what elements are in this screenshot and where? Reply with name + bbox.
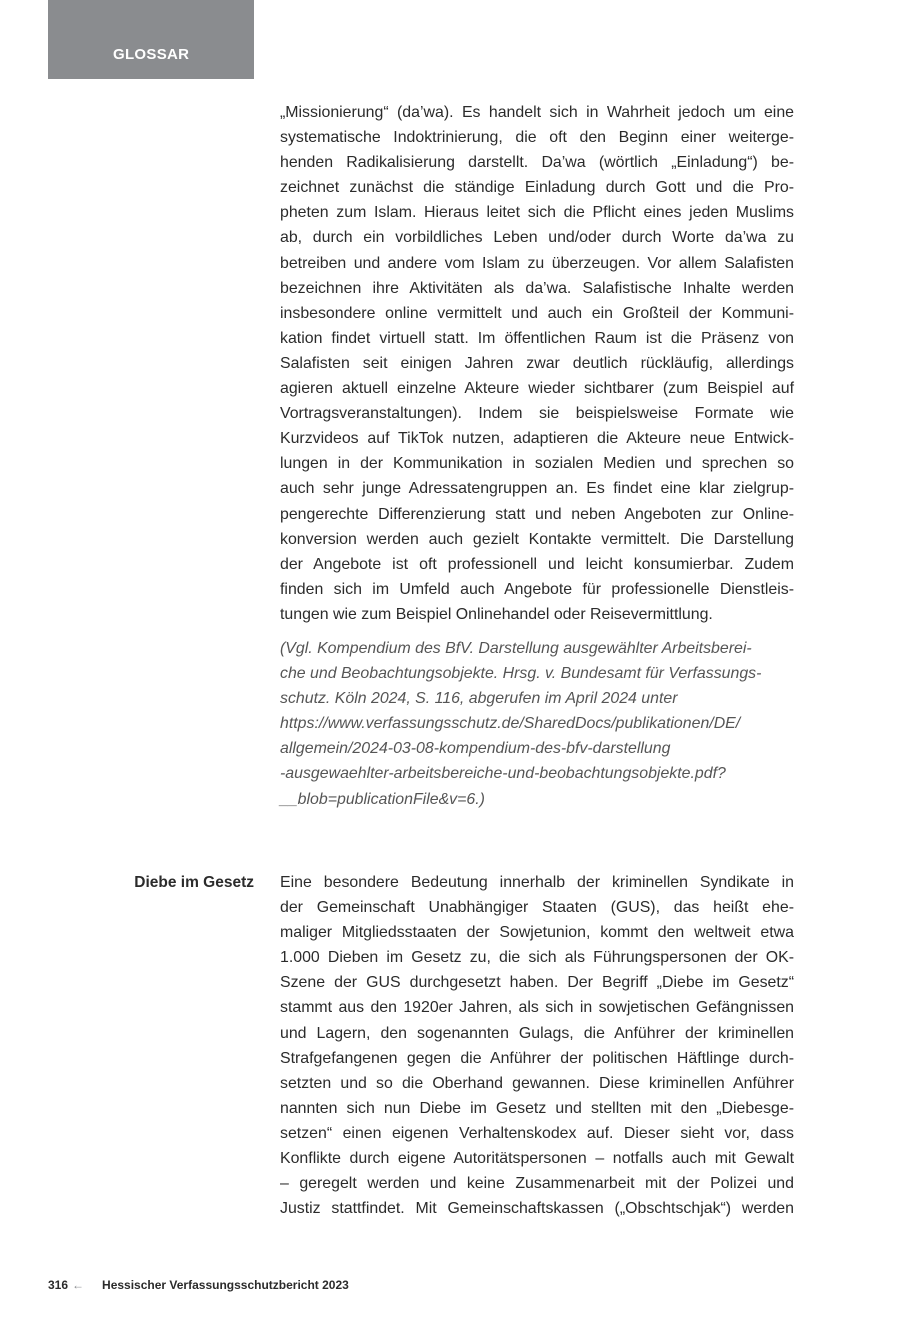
text-line: Kurzvideos auf TikTok nutzen, adaptieren die Akteure neue Entwick- bbox=[280, 430, 794, 448]
text-line: auch sehr junge Adressatengruppen an. Es findet eine klar zielgrup- bbox=[280, 480, 794, 498]
glossary-term-diebe-im-gesetz: Diebe im Gesetz bbox=[134, 874, 254, 891]
text-line: Eine besondere Bedeutung innerhalb der kriminellen Syndikate in bbox=[280, 874, 794, 891]
text-line: henden Radikalisierung darstellt. Da’wa (wörtlich „Einladung“) be- bbox=[280, 154, 794, 172]
text-line: der Gemeinschaft Unabhängiger Staaten (GUS), das heißt ehe- bbox=[280, 899, 794, 917]
text-line: stammt aus den 1920er Jahren, als sich in sowjetischen Gefängnissen bbox=[280, 999, 794, 1017]
citation-link-line[interactable]: https://www.verfassungsschutz.de/SharedDocs/publikationen/DE/ bbox=[280, 715, 741, 733]
citation-link-line[interactable]: -ausgewaehlter-arbeitsbereiche-und-beobachtungsobjekte.pdf? bbox=[280, 765, 726, 783]
page-footer bbox=[48, 1278, 349, 1292]
page-number: 316 bbox=[48, 1278, 69, 1292]
text-line: kation findet virtuell statt. Im öffentlichen Raum ist die Präsenz von bbox=[280, 329, 794, 347]
text-line: Konflikte durch eigene Autoritätspersonen – notfalls auch mit Gewalt bbox=[280, 1150, 794, 1168]
text-line: konversion werden auch gezielt Kontakte vermittelt. Die Darstellung bbox=[280, 530, 794, 548]
citation-line: (Vgl. Kompendium des BfV. Darstellung ausgewählter Arbeitsberei- bbox=[280, 640, 752, 657]
text-line: Vortragsveranstaltungen). Indem sie beispielsweise Formate wie bbox=[280, 405, 794, 423]
section-label: GLOSSAR bbox=[113, 46, 190, 63]
citation-block bbox=[280, 636, 794, 812]
text-line: „Missionierung“ (da’wa). Es handelt sich in Wahrheit jedoch um eine bbox=[280, 104, 794, 121]
text-line: nannten sich nun Diebe im Gesetz und stellten mit den „Diebesge- bbox=[280, 1099, 794, 1117]
text-line: betreiben und andere vom Islam zu überzeugen. Vor allem Salafisten bbox=[280, 254, 794, 272]
text-line: Salafisten seit einigen Jahren zwar deutlich rückläufig, allerdings bbox=[280, 354, 794, 372]
entry-diebe-body bbox=[280, 870, 794, 1221]
text-line: systematische Indoktrinierung, die oft den Beginn einer weiterge- bbox=[280, 129, 794, 147]
text-line: zeichnet zunächst die ständige Einladung durch Gott und die Pro- bbox=[280, 179, 794, 197]
text-line: Szene der GUS durchgesetzt haben. Der Begriff „Diebe im Gesetz“ bbox=[280, 974, 794, 992]
text-line: lungen in der Kommunikation in sozialen Medien und sprechen so bbox=[280, 455, 794, 473]
entry-dawa-body bbox=[280, 100, 794, 627]
text-line: finden sich im Umfeld auch Angebote für professionelle Dienstleis- bbox=[280, 580, 794, 598]
section-header-tab bbox=[48, 0, 254, 79]
citation-line: schutz. Köln 2024, S. 116, abgerufen im April 2024 unter bbox=[280, 690, 678, 708]
citation-link-line[interactable]: __blob=publicationFile&v=6.) bbox=[280, 790, 485, 808]
text-line: und Lagern, den sogenannten Gulags, die Anführer der kriminellen bbox=[280, 1024, 794, 1042]
citation-line: che und Beobachtungsobjekte. Hrsg. v. Bundesamt für Verfassungs- bbox=[280, 665, 762, 683]
text-line: tungen wie zum Beispiel Onlinehandel oder Reisevermittlung. bbox=[280, 605, 713, 623]
text-line: Justiz stattfindet. Mit Gemeinschaftskassen („Obschtschjak“) werden bbox=[280, 1200, 794, 1218]
text-line: maliger Mitgliedsstaaten der Sowjetunion, kommt den weltweit etwa bbox=[280, 924, 794, 942]
text-line: insbesondere online vermittelt und auch ein Großteil der Kommuni- bbox=[280, 304, 794, 322]
text-line: Strafgefangenen gegen die Anführer der politischen Häftlinge durch- bbox=[280, 1049, 794, 1067]
text-line: ab, durch ein vorbildliches Leben und/oder durch Worte da’wa zu bbox=[280, 229, 794, 247]
text-line: pengerechte Differenzierung statt und neben Angeboten zur Online- bbox=[280, 505, 794, 523]
text-line: setzen“ einen eigenen Verhaltenskodex auf. Dieser sieht vor, dass bbox=[280, 1124, 794, 1142]
text-line: – geregelt werden und keine Zusammenarbeit mit der Polizei und bbox=[280, 1175, 794, 1193]
text-line: agieren aktuell einzelne Akteure wieder sichtbarer (zum Beispiel auf bbox=[280, 380, 794, 398]
text-line: 1.000 Dieben im Gesetz zu, die sich als Führungspersonen der OK- bbox=[280, 949, 794, 967]
text-line: bezeichnen ihre Aktivitäten als da’wa. Salafistische Inhalte werden bbox=[280, 279, 794, 297]
citation-link-line[interactable]: allgemein/2024-03-08-kompendium-des-bfv-darstellung bbox=[280, 740, 671, 758]
publication-title: Hessischer Verfassungsschutzbericht 2023 bbox=[102, 1278, 349, 1292]
text-line: pheten zum Islam. Hieraus leitet sich die Pflicht eines jeden Muslims bbox=[280, 204, 794, 222]
text-line: der Angebote ist oft professionell und leicht konsumierbar. Zudem bbox=[280, 555, 794, 573]
arrow-left-icon[interactable]: ← bbox=[72, 1278, 85, 1292]
text-line: setzten und so die Oberhand gewannen. Diese kriminellen Anführer bbox=[280, 1074, 794, 1092]
